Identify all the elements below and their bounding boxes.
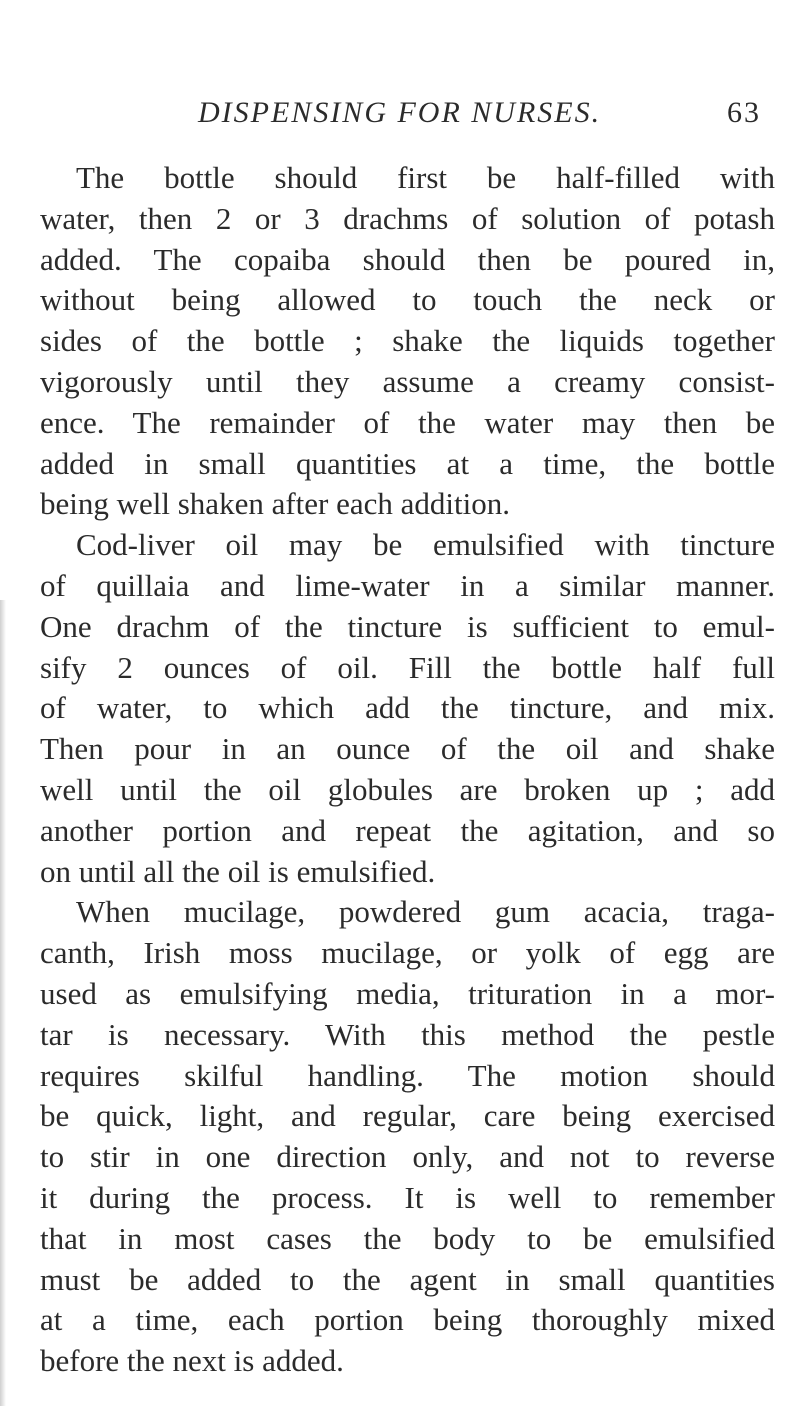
text-line: it during the process. It is well to remember (40, 1179, 775, 1215)
text-line: be quick, light, and regular, care being exercised (40, 1098, 775, 1134)
text-line: water, then 2 or 3 drachms of solution of potash (40, 200, 775, 236)
text-line: sides of the bottle ; shake the liquids together (40, 323, 775, 359)
running-title: DISPENSING FOR NURSES. (198, 96, 602, 129)
text-line: canth, Irish moss mucilage, or yolk of egg are (40, 935, 775, 971)
paragraph-trituration (40, 892, 775, 1382)
paragraph-bottle-emulsion (40, 158, 775, 525)
text-line: Then pour in an ounce of the oil and shake (40, 731, 775, 767)
text-line: well until the oil globules are broken up ; add (40, 771, 775, 807)
text-line: of water, to which add the tincture, and mix. (40, 690, 775, 726)
text-line: vigorously until they assume a creamy consist- (40, 363, 775, 399)
text-line: that in most cases the body to be emulsified (40, 1220, 775, 1256)
text-line: without being allowed to touch the neck or (40, 282, 775, 318)
running-head (198, 96, 761, 136)
text-line: The bottle should first be half-filled with (76, 160, 775, 195)
text-line: requires skilful handling. The motion should (40, 1057, 775, 1093)
paragraph-cod-liver-oil (40, 525, 775, 892)
text-line: sify 2 ounces of oil. Fill the bottle half full (40, 649, 775, 685)
text-line: tar is necessary. With this method the pestle (40, 1016, 775, 1052)
text-line: being well shaken after each addition. (40, 486, 510, 522)
text-line: another portion and repeat the agitation, and so (40, 812, 775, 848)
page-gutter-shadow (0, 600, 6, 1406)
text-line: ence. The remainder of the water may then be (40, 404, 775, 440)
text-line: at a time, each portion being thoroughly mixed (40, 1302, 775, 1338)
text-line: must be added to the agent in small quantities (40, 1261, 775, 1297)
text-line: to stir in one direction only, and not to reverse (40, 1139, 775, 1175)
text-line: of quillaia and lime-water in a similar manner. (40, 567, 775, 603)
page-number: 63 (727, 96, 761, 129)
text-line: added. The copaiba should then be poured in, (40, 241, 775, 277)
text-line: When mucilage, powdered gum acacia, traga- (76, 894, 775, 930)
text-line: on until all the oil is emulsified. (40, 853, 436, 889)
text-line: added in small quantities at a time, the bottle (40, 445, 775, 481)
text-line: used as emulsifying media, trituration in a mor- (40, 975, 775, 1011)
text-line: before the next is added. (40, 1343, 344, 1379)
body-text (40, 158, 775, 1382)
text-line: One drachm of the tincture is sufficient to emul- (40, 608, 775, 644)
text-line: Cod-liver oil may be emulsified with tincture (76, 527, 775, 563)
